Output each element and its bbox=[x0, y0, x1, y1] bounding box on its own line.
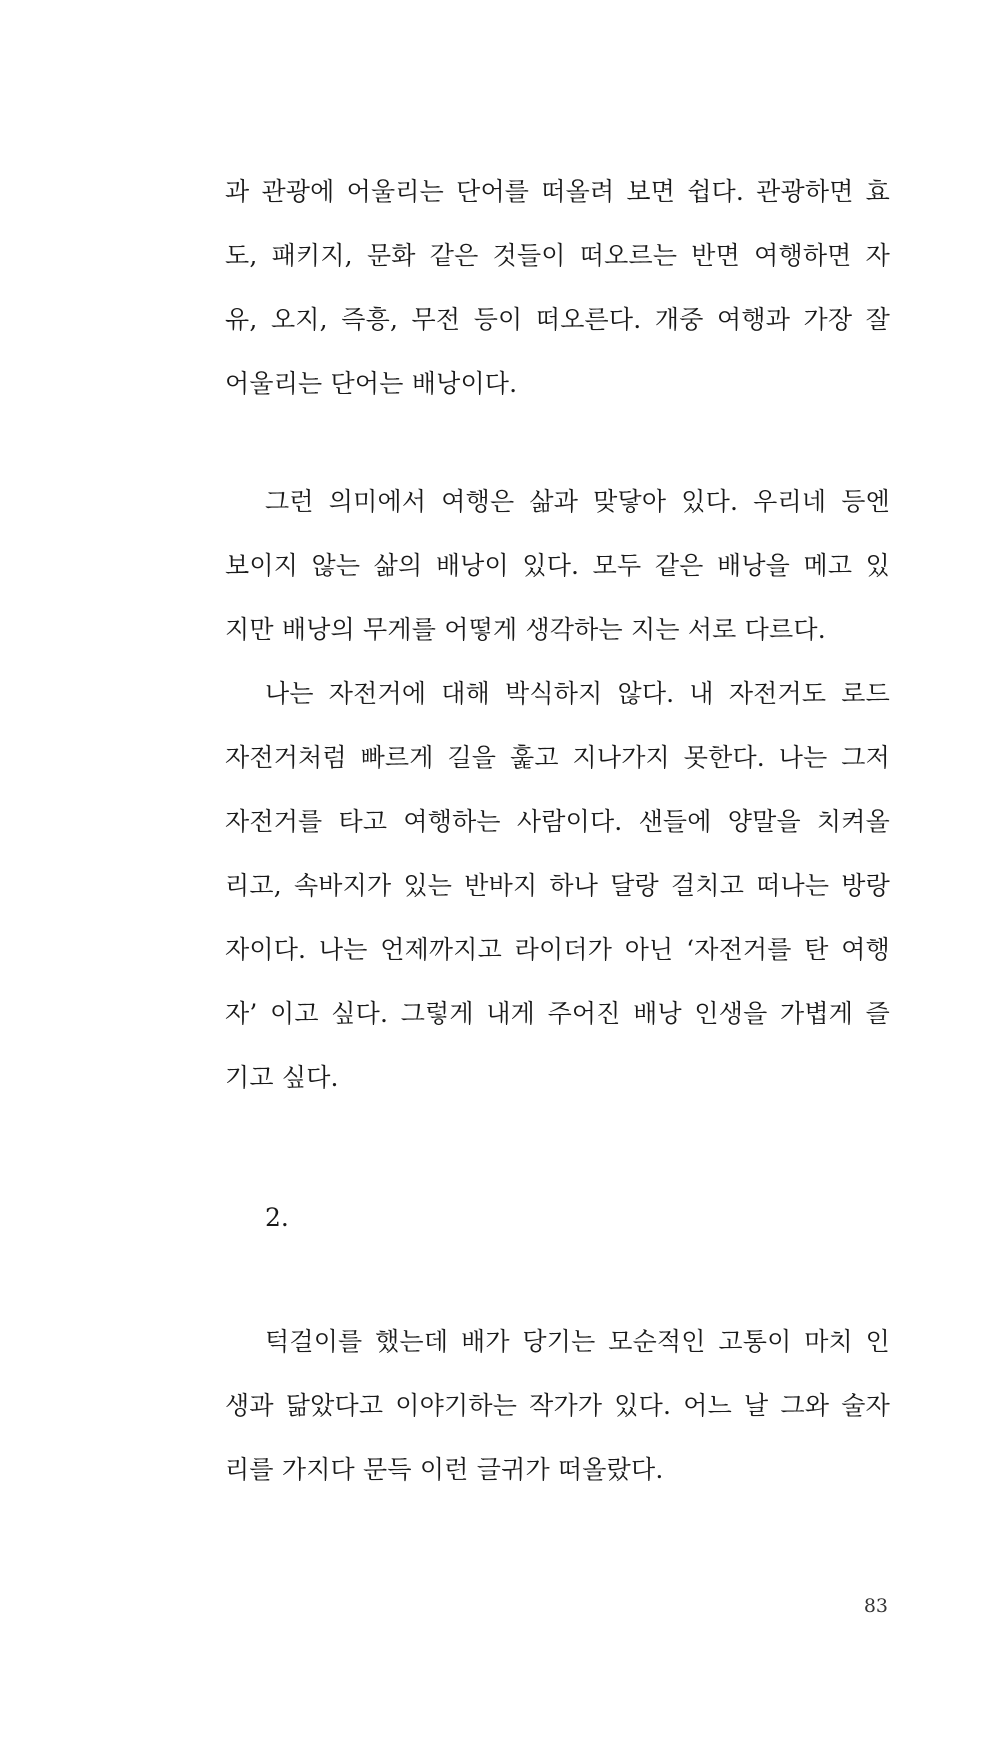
text-line: 턱걸이를 했는데 배가 당기는 모순적인 고통이 마치 인 bbox=[265, 1327, 890, 1356]
paragraph-1 bbox=[225, 160, 890, 416]
text-line: 리고, 속바지가 있는 반바지 하나 달랑 걸치고 떠나는 방랑 bbox=[225, 871, 890, 900]
text-line: 리를 가지다 문득 이런 글귀가 떠올랐다. bbox=[225, 1455, 664, 1484]
text-line: 유, 오지, 즉흥, 무전 등이 떠오른다. 개중 여행과 가장 잘 bbox=[225, 305, 890, 334]
text-line: 나는 자전거에 대해 박식하지 않다. 내 자전거도 로드 bbox=[265, 679, 890, 708]
text-line: 지만 배낭의 무게를 어떻게 생각하는 지는 서로 다르다. bbox=[225, 615, 826, 644]
paragraph-4 bbox=[225, 1310, 890, 1502]
text-line: 자전거처럼 빠르게 길을 훑고 지나가지 못한다. 나는 그저 bbox=[225, 743, 890, 772]
text-line: 생과 닮았다고 이야기하는 작가가 있다. 어느 날 그와 술자 bbox=[225, 1391, 890, 1420]
text-line: 자이다. 나는 언제까지고 라이더가 아닌 ‘자전거를 탄 여행 bbox=[225, 935, 890, 964]
text-line: 어울리는 단어는 배낭이다. bbox=[225, 369, 518, 398]
section-number: 2. bbox=[265, 1203, 289, 1232]
paragraph-3 bbox=[225, 662, 890, 1110]
text-line: 과 관광에 어울리는 단어를 떠올려 보면 쉽다. 관광하면 효 bbox=[225, 177, 890, 206]
text-line: 기고 싶다. bbox=[225, 1063, 339, 1092]
text-line: 자’ 이고 싶다. 그렇게 내게 주어진 배낭 인생을 가볍게 즐 bbox=[225, 999, 890, 1028]
text-line: 자전거를 타고 여행하는 사람이다. 샌들에 양말을 치켜올 bbox=[225, 807, 890, 836]
page-number: 83 bbox=[863, 1595, 888, 1617]
paragraph-2 bbox=[225, 470, 890, 662]
text-line: 그런 의미에서 여행은 삶과 맞닿아 있다. 우리네 등엔 bbox=[265, 487, 890, 516]
text-line: 보이지 않는 삶의 배낭이 있다. 모두 같은 배낭을 메고 있 bbox=[225, 551, 890, 580]
text-line: 도, 패키지, 문화 같은 것들이 떠오르는 반면 여행하면 자 bbox=[225, 241, 890, 270]
